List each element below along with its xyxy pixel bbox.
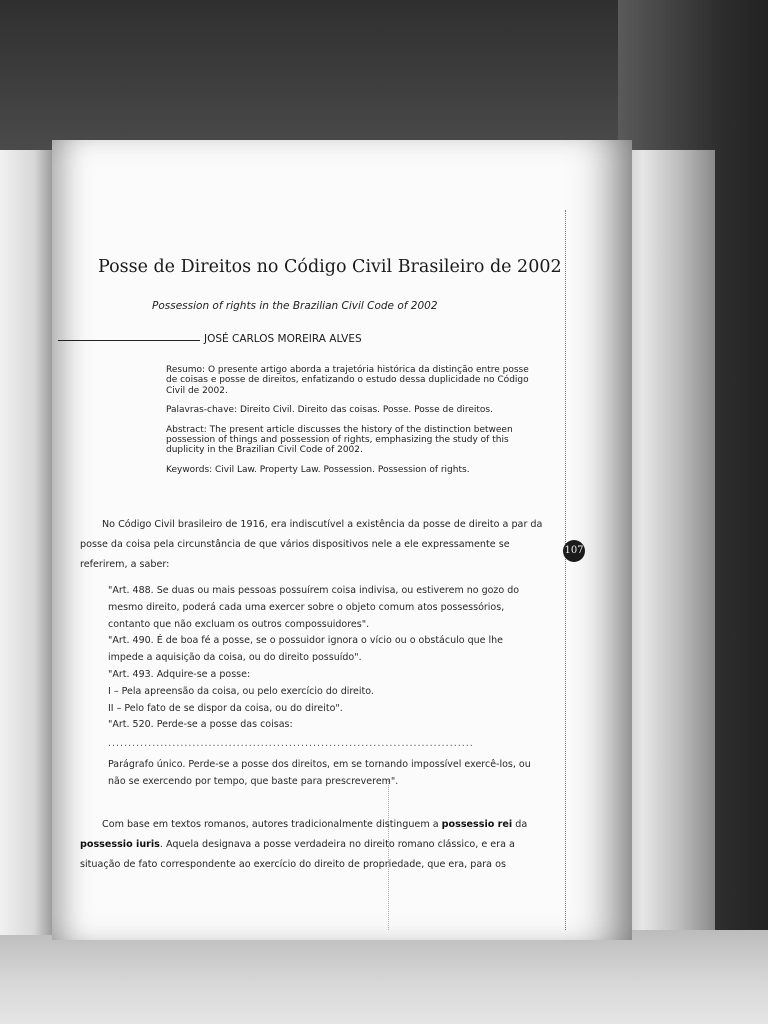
para2-text: Com base em textos romanos, autores tradicionalmente distinguem a (102, 819, 442, 830)
abstract-block (166, 365, 538, 484)
background-bottom (0, 930, 768, 1024)
quote-block (108, 583, 540, 791)
quote-line: I – Pela apreensão da coisa, ou pelo exercício do direito. (108, 685, 374, 697)
page-stack-edge (625, 150, 715, 930)
author-rule (58, 340, 200, 341)
keywords: Keywords: Civil Law. Property Law. Possession. Possession of rights. (166, 464, 470, 475)
quote-line: "Art. 520. Perde-se a posse das coisas: (108, 719, 293, 731)
page-edge-dotted-line (565, 210, 566, 930)
quote-line: II – Pelo fato de se dispor da coisa, ou do direito". (108, 702, 343, 714)
para2-text: da (512, 819, 528, 830)
resumo: Resumo: O presente artigo aborda a trajetória histórica da distinção entre posse de coisas e posse de direitos, enfatizando o estudo dessa duplicidade no Código Civil de 2002. (166, 365, 529, 396)
article-subtitle: Possession of rights in the Brazilian Civil Code of 2002 (152, 300, 438, 312)
page-number-badge: 107 (563, 540, 585, 562)
quote-line: Parágrafo único. Perde-se a posse dos direitos, em se tornando impossível exercê-los, ou não se exercendo por tempo, que baste para prescreverem". (108, 758, 531, 787)
quote-line: "Art. 490. É de boa fé a posse, se o possuidor ignora o vício ou o obstáculo que lhe impede a aquisição da coisa, ou do direito possuído". (108, 635, 504, 664)
palavras-chave: Palavras-chave: Direito Civil. Direito das coisas. Posse. Posse de direitos. (166, 405, 493, 416)
para2-text: . Aquela designava a posse verdadeira no direito romano clássico, e era a situação de fato correspondente ao exercício do direito de propriedade, que era, para os (80, 839, 515, 870)
paragraph-1: No Código Civil brasileiro de 1916, era indiscutível a existência da posse de direito a par da posse da coisa pela circunstância de que vários dispositivos nele a ele expressamente se referirem, a saber: (80, 519, 543, 570)
quote-line: "Art. 493. Adquire-se a posse: (108, 668, 251, 680)
ellipsis-dots: ........................................................................................... (108, 738, 474, 750)
author-name: JOSÉ CARLOS MOREIRA ALVES (204, 333, 362, 345)
term-possessio-rei: possessio rei (441, 819, 513, 830)
abstract-en: Abstract: The present article discusses the history of the distinction between possession of things and possession of rights, emphasizing the study of this duplicity in the Brazilian Civil Code of 2002. (166, 424, 513, 456)
term-possessio-iuris: possessio iuris (80, 839, 160, 850)
quote-line: "Art. 488. Se duas ou mais pessoas possuírem coisa indivisa, ou estiverem no gozo do mesmo direito, poderá cada uma exercer sobre o objeto comum atos possessórios, contanto que não excluam os outros compossuidores". (108, 585, 520, 630)
article-title: Posse de Direitos no Código Civil Brasileiro de 2002 (98, 257, 562, 277)
paragraph-2 (80, 815, 545, 875)
